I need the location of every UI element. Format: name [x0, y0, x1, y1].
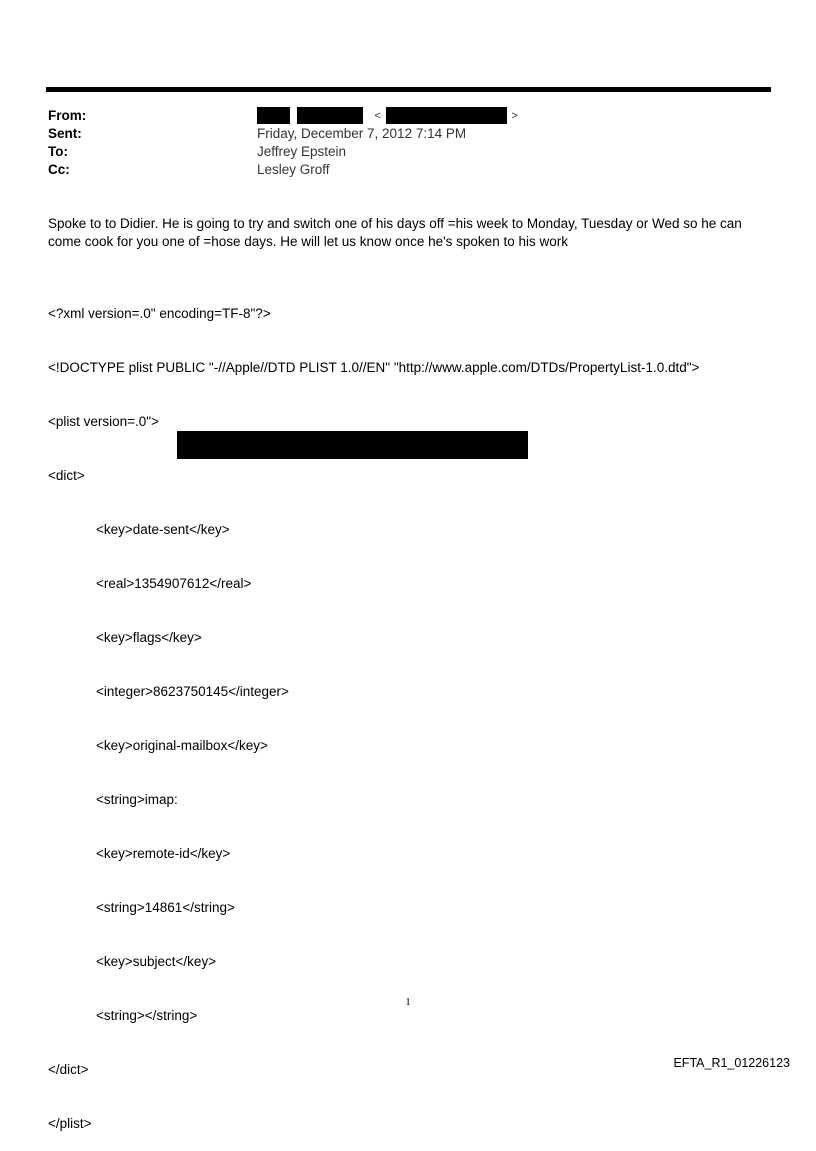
- email-body: [48, 215, 768, 251]
- from-value: [257, 107, 518, 125]
- cc-row: [48, 161, 768, 179]
- cc-label: Cc:: [48, 162, 70, 177]
- from-label: From:: [48, 108, 87, 123]
- xml-line: <key>subject</key>: [96, 954, 217, 969]
- xml-line: <string>14861</string>: [96, 900, 235, 915]
- xml-line: <dict>: [48, 468, 85, 483]
- redaction-box: [257, 107, 290, 124]
- cc-value: Lesley Groff: [257, 162, 330, 177]
- bates-number: EFTA_R1_01226123: [673, 1056, 790, 1070]
- body-line: come cook for you one of =hose days. He will let us know once he's spoken to his work: [48, 234, 568, 249]
- body-line: Spoke to to Didier. He is going to try and switch one of his days off =his week to Monday, Tuesday or Wed so he can: [48, 216, 742, 231]
- to-label: To:: [48, 144, 68, 159]
- xml-line: <string></string>: [96, 1008, 198, 1023]
- plist-block: [48, 269, 768, 1151]
- to-value: Jeffrey Epstein: [257, 144, 347, 159]
- redaction-box: [297, 107, 363, 124]
- xml-line: <key>remote-id</key>: [96, 846, 231, 861]
- email-header: [48, 107, 768, 179]
- xml-line: <integer>8623750145</integer>: [96, 684, 289, 699]
- redaction-box: [177, 431, 528, 459]
- header-rule: [46, 87, 771, 92]
- sent-label: Sent:: [48, 126, 82, 141]
- to-row: [48, 143, 768, 161]
- xml-line: <plist version=.0">: [48, 414, 159, 429]
- xml-line: <!DOCTYPE plist PUBLIC "-//Apple//DTD PLIST 1.0//EN" "http://www.apple.com/DTDs/PropertyList-1.0.dtd">: [48, 360, 700, 375]
- xml-line: <key>original-mailbox</key>: [96, 738, 268, 753]
- xml-line: <real>1354907612</real>: [96, 576, 252, 591]
- sent-value: Friday, December 7, 2012 7:14 PM: [257, 126, 467, 141]
- sent-row: [48, 125, 768, 143]
- page-number: 1: [405, 996, 411, 1008]
- from-gt: >: [511, 110, 518, 122]
- redaction-box: [386, 107, 507, 124]
- xml-line: </plist>: [48, 1116, 92, 1131]
- xml-line: <string>imap:: [96, 792, 178, 807]
- xml-line: <?xml version=.0" encoding=TF-8"?>: [48, 306, 271, 321]
- xml-line: </dict>: [48, 1062, 89, 1077]
- from-lt: <: [374, 110, 381, 122]
- xml-line: <key>date-sent</key>: [96, 522, 230, 537]
- from-row: [48, 107, 768, 125]
- xml-line: <key>flags</key>: [96, 630, 202, 645]
